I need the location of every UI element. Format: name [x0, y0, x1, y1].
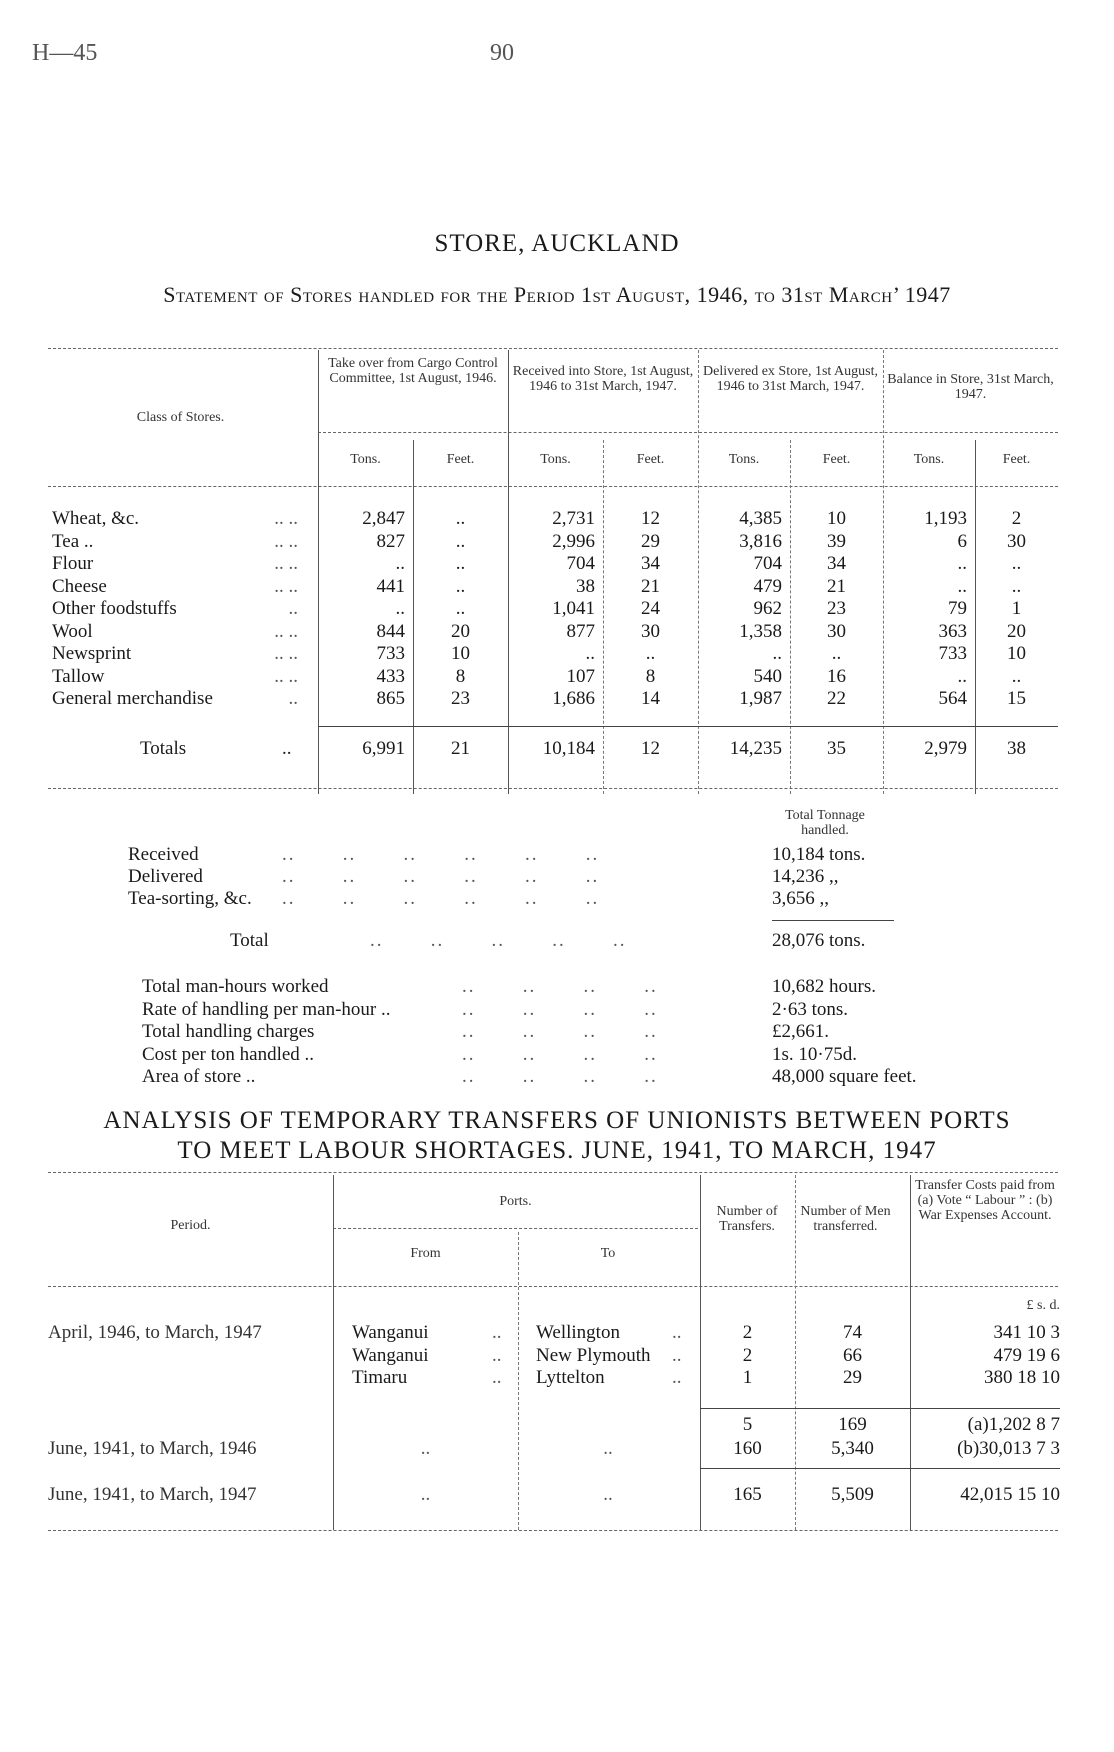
leader-dots: ..: [288, 598, 298, 619]
store-cell: 2,847: [362, 508, 405, 529]
store-cell: 8: [645, 665, 656, 687]
store-cell: 962: [753, 598, 782, 619]
leader-dots: ..: [492, 1322, 502, 1343]
transfer-costs-header: Transfer Costs paid from (a) Vote “ Labour ” : (b) War Expenses Account.: [915, 1178, 1055, 1223]
transfer-to-port: Wellington: [536, 1322, 620, 1343]
transfers-title-line1: ANALYSIS OF TEMPORARY TRANSFERS OF UNIONISTS BETWEEN PORTS: [103, 1107, 1011, 1134]
store-class-name: Newsprint: [52, 643, 132, 664]
store-class-name: Other foodstuffs: [52, 598, 177, 619]
leader-dots: .. .. .. ..: [462, 976, 658, 997]
leader-dots: .. .. .. ..: [462, 998, 658, 1020]
store-cell: ..: [455, 508, 466, 529]
stat-label: Area of store ..: [142, 1066, 256, 1087]
leader-dots: .. ..: [274, 530, 298, 552]
period-header: Period.: [170, 1218, 211, 1233]
store-cell: 441: [376, 575, 405, 597]
store-cell: 827: [376, 530, 405, 552]
transfers-title-line2: TO MEET LABOUR SHORTAGES. JUNE, 1941, TO MARCH, 1947: [177, 1137, 937, 1164]
stat-value: £2,661.: [772, 1021, 829, 1042]
transfer-count: 1: [742, 1367, 753, 1388]
leader-dots: ..: [492, 1344, 502, 1366]
store-cell: 1: [1011, 598, 1022, 619]
store-class-name: Flour: [52, 553, 94, 574]
store-cell: 844: [376, 620, 405, 642]
transfer-cost: 341 10 3: [993, 1322, 1060, 1343]
store-cell: 39: [827, 530, 846, 552]
total-men: 5,509: [831, 1484, 874, 1505]
store-cell: 865: [376, 688, 405, 709]
totals-cell: 35: [827, 738, 846, 759]
leader-dots: .. .. .. .. .. ..: [282, 888, 600, 909]
unit-tons: Tons.: [540, 452, 571, 467]
stat-label: Rate of handling per man-hour ..: [142, 998, 391, 1020]
money-units: £ s. d.: [1026, 1298, 1060, 1313]
ports-header: Ports.: [499, 1194, 532, 1209]
transfer-from-port: Timaru: [352, 1367, 408, 1388]
num-transfers-header: Number of Transfers.: [716, 1204, 778, 1234]
store-cell: 24: [641, 598, 660, 619]
leader-dots: .. ..: [274, 643, 298, 664]
store-cell: 23: [827, 598, 846, 619]
store-cell: 20: [451, 620, 470, 642]
leader-dots: ..: [420, 1438, 431, 1459]
unit-feet: Feet.: [446, 452, 475, 467]
store-cell: ..: [395, 553, 405, 574]
store-cell: 733: [938, 643, 967, 664]
store-cell: ..: [455, 598, 466, 619]
leader-dots: ..: [603, 1484, 613, 1505]
store-cell: 564: [938, 688, 967, 709]
leader-dots: .. .. .. ..: [462, 1021, 658, 1042]
summary-label: Received: [128, 844, 199, 865]
period2-cost: (b)30,013 7 3: [957, 1438, 1060, 1459]
store-cell: ..: [772, 643, 782, 664]
store-cell: 22: [827, 688, 846, 709]
store-cell: ..: [957, 665, 967, 687]
leader-dots: .. .. .. .. .. ..: [282, 844, 600, 865]
transfer-to-port: Lyttelton: [536, 1367, 605, 1388]
store-cell: 2: [1011, 508, 1022, 529]
store-cell: 1,358: [739, 620, 782, 642]
store-cell: ..: [957, 553, 967, 574]
leader-dots: .. ..: [274, 620, 298, 642]
store-cell: 79: [948, 598, 967, 619]
total-transfers: 165: [733, 1484, 762, 1505]
store-cell: 363: [938, 620, 967, 642]
leader-dots: ..: [492, 1367, 502, 1388]
store-cell: 20: [1007, 620, 1026, 642]
store-cell: 10: [451, 643, 470, 664]
store-cell: ..: [1011, 553, 1022, 574]
store-cell: ..: [1011, 575, 1022, 597]
store-cell: 2,996: [552, 530, 595, 552]
totals-label: Totals: [140, 738, 187, 759]
transfer-cost: 479 19 6: [993, 1344, 1060, 1366]
group-header-balance: Balance in Store, 31st March, 1947.: [887, 372, 1054, 402]
stat-label: Cost per ton handled ..: [142, 1043, 315, 1065]
leader-dots: .. .. .. .. ..: [370, 930, 627, 951]
store-title: STORE, AUCKLAND: [434, 230, 680, 257]
stat-value: 10,682 hours.: [772, 976, 876, 997]
group-header-delivered: Delivered ex Store, 1st August, 1946 to 31st March, 1947.: [703, 364, 878, 394]
period2-transfers: 160: [733, 1438, 762, 1459]
period-april-1946-march-1947: April, 1946, to March, 1947: [48, 1322, 262, 1343]
leader-dots: .. .. .. ..: [462, 1066, 658, 1087]
to-header: To: [600, 1246, 616, 1261]
store-cell: 14: [641, 688, 660, 709]
store-cell: 30: [1007, 530, 1026, 552]
store-cell: 1,686: [552, 688, 595, 709]
unit-feet: Feet.: [636, 452, 665, 467]
leader-dots: ..: [672, 1344, 682, 1366]
page-number: 90: [490, 40, 514, 66]
subtotal-transfers: 5: [742, 1414, 753, 1435]
leader-dots: .. ..: [274, 553, 298, 574]
store-cell: ..: [831, 643, 842, 664]
store-cell: 10: [1007, 643, 1026, 664]
unit-tons: Tons.: [913, 452, 945, 467]
leader-dots: .. .. .. .. .. ..: [282, 866, 600, 887]
store-cell: ..: [585, 643, 595, 664]
store-cell: ..: [395, 598, 405, 619]
summary-value: 3,656 ,,: [772, 888, 829, 909]
totals-cell: 21: [451, 738, 470, 759]
store-cell: 10: [827, 508, 846, 529]
store-class-name: Cheese: [52, 575, 107, 597]
transfer-cost: 380 18 10: [984, 1367, 1060, 1388]
unit-feet: Feet.: [822, 452, 851, 467]
store-cell: 433: [376, 665, 405, 687]
store-cell: 4,385: [739, 508, 782, 529]
stat-value: 2·63 tons.: [772, 998, 848, 1020]
store-cell: 34: [827, 553, 846, 574]
group-header-received: Received into Store, 1st August, 1946 to 31st March, 1947.: [512, 364, 694, 394]
stat-value: 1s. 10·75d.: [772, 1043, 857, 1065]
store-cell: ..: [455, 530, 466, 552]
leader-dots: ..: [603, 1438, 613, 1459]
store-cell: 479: [753, 575, 782, 597]
period2-men: 5,340: [831, 1438, 874, 1459]
stat-label: Total handling charges: [142, 1021, 315, 1042]
leader-dots: .. ..: [274, 665, 298, 687]
report-reference: H—45: [32, 40, 98, 66]
transfer-to-port: New Plymouth: [536, 1344, 651, 1366]
store-cell: 30: [827, 620, 846, 642]
store-cell: 2,731: [552, 508, 595, 529]
store-cell: 8: [455, 665, 466, 687]
total-cost: 42,015 15 10: [960, 1484, 1060, 1505]
store-cell: 34: [641, 553, 660, 574]
transfer-from-port: Wanganui: [352, 1322, 429, 1343]
summary-total-label: Total: [230, 930, 269, 951]
men-transferred: 66: [843, 1344, 862, 1366]
store-cell: ..: [1011, 665, 1022, 687]
store-cell: 704: [753, 553, 782, 574]
period-june-1941-march-1947: June, 1941, to March, 1947: [48, 1484, 257, 1505]
store-class-name: Tea ..: [52, 530, 94, 552]
totals-cell: 14,235: [729, 738, 782, 759]
store-cell: 733: [376, 643, 405, 664]
summary-value: 14,236 ,,: [772, 866, 839, 887]
store-class-name: General merchandise: [52, 688, 213, 709]
transfer-from-port: Wanganui: [352, 1344, 429, 1366]
store-subtitle: Statement of Stores handled for the Period 1st August, 1946, to 31st March’ 1947: [163, 282, 951, 307]
from-header: From: [410, 1246, 441, 1261]
totals-cell: 10,184: [542, 738, 595, 759]
store-cell: ..: [645, 643, 656, 664]
store-class-name: Wheat, &c.: [52, 508, 140, 529]
group-header-take-over: Take over from Cargo Control Committee, 1st August, 1946.: [328, 356, 498, 386]
store-cell: 1,193: [924, 508, 967, 529]
class-of-stores-header: Class of Stores.: [136, 410, 225, 425]
store-cell: 21: [641, 575, 660, 597]
leader-dots: .. .. .. ..: [462, 1043, 658, 1065]
totals-dots: ..: [282, 738, 292, 759]
totals-cell: 12: [641, 738, 660, 759]
unit-tons: Tons.: [728, 452, 760, 467]
men-transferred: 29: [843, 1367, 862, 1388]
leader-dots: ..: [420, 1484, 431, 1505]
summary-total-value: 28,076 tons.: [772, 930, 866, 951]
period-june-1941-march-1946: June, 1941, to March, 1946: [48, 1438, 257, 1459]
store-cell: 540: [753, 665, 782, 687]
subtotal-cost: (a)1,202 8 7: [967, 1414, 1060, 1435]
summary-column-header: Total Tonnage handled.: [785, 808, 865, 838]
store-cell: 12: [641, 508, 660, 529]
store-cell: 877: [566, 620, 595, 642]
stat-value: 48,000 square feet.: [772, 1066, 917, 1087]
totals-cell: 38: [1007, 738, 1026, 759]
transfer-count: 2: [742, 1344, 753, 1366]
store-cell: 30: [641, 620, 660, 642]
leader-dots: ..: [672, 1322, 682, 1343]
store-cell: 704: [566, 553, 595, 574]
stat-label: Total man-hours worked: [142, 976, 329, 997]
num-men-header: Number of Men transferred.: [800, 1204, 891, 1234]
store-cell: 107: [566, 665, 595, 687]
store-cell: 1,987: [739, 688, 782, 709]
unit-tons: Tons.: [350, 452, 381, 467]
leader-dots: .. ..: [274, 575, 298, 597]
summary-label: Delivered: [128, 866, 203, 887]
store-cell: 29: [641, 530, 660, 552]
transfer-count: 2: [742, 1322, 753, 1343]
store-class-name: Wool: [52, 620, 93, 642]
leader-dots: ..: [672, 1367, 682, 1388]
leader-dots: .. ..: [274, 508, 298, 529]
store-cell: ..: [957, 575, 967, 597]
subtotal-men: 169: [838, 1414, 867, 1435]
summary-label: Tea-sorting, &c.: [128, 888, 252, 909]
men-transferred: 74: [843, 1322, 862, 1343]
store-cell: 6: [957, 530, 967, 552]
store-cell: 1,041: [552, 598, 595, 619]
leader-dots: ..: [288, 688, 298, 709]
store-cell: ..: [455, 575, 466, 597]
store-cell: 23: [451, 688, 470, 709]
store-cell: 16: [827, 665, 846, 687]
summary-value: 10,184 tons.: [772, 844, 866, 865]
totals-cell: 6,991: [362, 738, 405, 759]
store-cell: 21: [827, 575, 846, 597]
store-cell: 38: [576, 575, 595, 597]
totals-cell: 2,979: [924, 738, 967, 759]
store-cell: 15: [1007, 688, 1026, 709]
store-cell: ..: [455, 553, 466, 574]
store-cell: 3,816: [739, 530, 782, 552]
unit-feet: Feet.: [1002, 452, 1031, 467]
store-class-name: Tallow: [52, 665, 105, 687]
